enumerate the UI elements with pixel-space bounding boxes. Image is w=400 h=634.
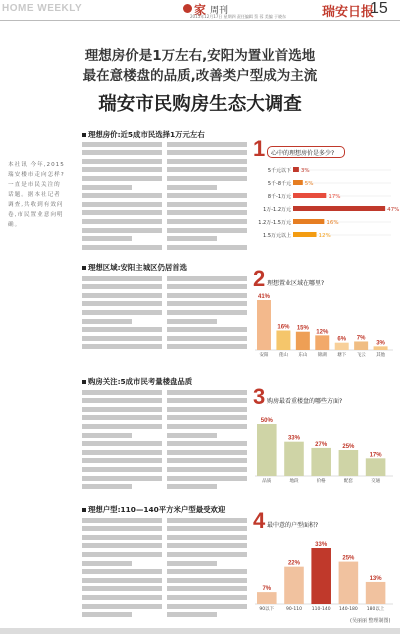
chart-bar — [339, 562, 359, 604]
chart1-bar — [293, 193, 326, 198]
chart-category-label: 锦湖 — [317, 353, 327, 358]
section-label: HOME WEEKLY — [2, 3, 83, 14]
text-line — [82, 458, 162, 463]
text-line — [82, 450, 162, 455]
chart1-value-label: 3% — [300, 168, 310, 174]
text-line — [167, 293, 247, 298]
text-line — [167, 407, 247, 412]
text-line — [167, 415, 247, 420]
chart1-category-label: 1.5万元以上 — [263, 233, 291, 239]
text-line — [82, 219, 162, 224]
text-line — [82, 595, 162, 600]
section-title-3: 购房关注:5成市民考量楼盘品质 — [82, 376, 192, 387]
chart-bar — [257, 592, 277, 604]
text-line — [167, 612, 217, 617]
chart1-category-label: 1万-1.2万元 — [263, 207, 291, 213]
article-body-4a — [82, 514, 162, 622]
text-line — [167, 458, 247, 463]
text-line — [82, 150, 162, 155]
chart-category-label: 莲山 — [278, 353, 288, 358]
text-line — [82, 543, 162, 548]
chart-number-4: 4 — [253, 508, 266, 533]
text-line — [82, 193, 162, 198]
text-line — [167, 578, 247, 583]
text-line — [82, 284, 162, 289]
chart1-value-label: 17% — [328, 194, 341, 200]
text-line — [82, 185, 132, 190]
chart-category-label: 价格 — [316, 479, 326, 484]
text-line — [167, 284, 247, 289]
chart-value-label: 7% — [356, 335, 366, 342]
text-line — [82, 604, 162, 609]
chart-bar — [354, 341, 368, 350]
chart-title-3: 购房最看重楼盘的哪些方面? — [267, 398, 343, 405]
text-line — [82, 526, 162, 531]
page-header — [0, 0, 400, 21]
chart-bar — [284, 567, 304, 604]
section-title-1: 理想房价:近5成市民选择1万元左右 — [82, 129, 205, 140]
text-line — [82, 176, 162, 181]
chart-value-label: 6% — [337, 336, 347, 343]
text-line — [82, 293, 162, 298]
chart-bar — [339, 450, 359, 476]
article-body-2a — [82, 272, 162, 354]
chart-bar — [315, 335, 329, 350]
chart-value-label: 7% — [262, 586, 272, 593]
chart-title-4: 最中意的户型面积? — [267, 522, 319, 529]
text-line — [82, 586, 162, 591]
chart-category-label: 90-110 — [286, 607, 302, 612]
chart-bar — [296, 332, 310, 350]
text-line — [82, 202, 162, 207]
text-line — [82, 612, 132, 617]
chart-value-label: 41% — [257, 294, 271, 300]
chart1-category-label: 8千-1万元 — [267, 194, 291, 200]
text-line — [167, 276, 247, 281]
text-line — [167, 586, 247, 591]
text-line — [82, 245, 162, 250]
text-line — [167, 319, 217, 324]
text-line — [82, 561, 132, 566]
text-line — [167, 210, 247, 215]
text-line — [167, 518, 247, 523]
text-line — [82, 276, 162, 281]
text-line — [82, 159, 162, 164]
chart1-category-label: 1.2万-1.5万元 — [258, 220, 291, 226]
text-line — [82, 484, 132, 489]
chart1-bar — [293, 219, 324, 224]
text-line — [82, 467, 162, 472]
chart1-bar — [293, 206, 385, 211]
text-line — [82, 390, 162, 395]
text-line — [167, 327, 247, 332]
chart-category-label: 飞云 — [356, 353, 366, 358]
text-line — [82, 476, 162, 481]
channel-name-2: 周刊 — [210, 6, 229, 16]
headline-line-2: 最在意楼盘的品质,改善类户型成为主流 — [82, 68, 318, 84]
chart-title-2: 理想置业区域在哪里? — [267, 280, 325, 287]
chart-value-label: 27% — [315, 441, 328, 448]
chart-value-label: 33% — [287, 435, 300, 442]
chart-category-label: 东山 — [298, 353, 308, 358]
chart1-bar — [293, 232, 317, 237]
text-line — [167, 484, 217, 489]
text-line — [82, 398, 162, 403]
chart-category-label: 地段 — [289, 479, 299, 484]
chart-category-label: 塘下 — [337, 353, 347, 358]
text-line — [167, 398, 247, 403]
section-title-4: 理想户型:110—140平方米户型最受欢迎 — [82, 504, 225, 515]
text-line — [167, 476, 247, 481]
text-line — [82, 433, 132, 438]
text-line — [167, 142, 247, 147]
chart-value-label: 17% — [369, 452, 382, 459]
article-body-3a — [82, 386, 162, 494]
text-line — [82, 228, 162, 233]
text-line — [82, 210, 162, 215]
chart-number-1: 1 — [253, 136, 266, 161]
text-line — [167, 424, 247, 429]
chart-number-3: 3 — [253, 384, 266, 409]
text-line — [167, 310, 247, 315]
chart-bar — [366, 458, 386, 476]
text-line — [167, 176, 247, 181]
text-line — [82, 236, 132, 241]
chart-concerns — [253, 386, 396, 486]
text-line — [167, 219, 247, 224]
text-line — [167, 301, 247, 306]
chart1-category-label: 5千元以下 — [267, 168, 291, 174]
text-line — [167, 543, 247, 548]
text-line — [82, 344, 162, 349]
text-line — [82, 167, 162, 172]
text-line — [82, 415, 162, 420]
chart-svg-4 — [253, 536, 396, 614]
chart-value-label: 25% — [342, 555, 355, 562]
chart-category-label: 配套 — [343, 479, 353, 484]
chart-bar — [284, 442, 304, 476]
chart-unit-size — [253, 510, 396, 614]
chart-number-2: 2 — [253, 266, 266, 291]
chart-svg-2 — [253, 292, 396, 358]
brand-dot-icon — [183, 4, 192, 13]
chart-value-label: 12% — [316, 329, 329, 336]
chart1-value-label: 47% — [387, 207, 400, 213]
chart-category-label: 安阳 — [259, 353, 269, 358]
text-line — [82, 424, 162, 429]
text-line — [167, 569, 247, 574]
date-line: 2015年12月17日 星期四 责任编辑 蔡 蓉 美编 于晓东 — [190, 14, 286, 19]
text-line — [167, 390, 247, 395]
chart-ideal-price — [253, 136, 400, 248]
chart-bar — [276, 330, 290, 350]
chart-bar — [335, 343, 349, 350]
text-line — [167, 336, 247, 341]
text-line — [82, 441, 162, 446]
chart-bar — [311, 448, 331, 476]
text-line — [167, 344, 247, 349]
chart-category-label: 180以上 — [366, 607, 385, 612]
page-number: 15 — [370, 0, 388, 17]
chart-svg-1 — [253, 162, 400, 248]
chart-bar — [366, 582, 386, 604]
text-line — [167, 604, 247, 609]
text-line — [167, 236, 217, 241]
article-body-1b — [167, 138, 247, 256]
chart-category-label: 其他 — [376, 353, 386, 358]
sidebar-text: 本社讯 今年,2015瑞安楼市走向怎样?一直是市民关注的话题。据本社记者调查,共收到有效问卷,市民置业意向明确。 — [8, 162, 65, 228]
chart-category-label: 交通 — [371, 479, 381, 484]
chart-caption: (吴丽丽 整理制图) — [350, 618, 391, 624]
chart-bar — [374, 346, 388, 350]
chart1-category-label: 5千-8千元 — [267, 181, 291, 187]
chart-value-label: 13% — [369, 575, 382, 582]
text-line — [167, 535, 247, 540]
text-line — [167, 595, 247, 600]
text-line — [82, 336, 162, 341]
chart-value-label: 25% — [342, 444, 355, 450]
chart-bar — [257, 424, 277, 476]
chart-value-label: 50% — [260, 418, 273, 424]
chart1-bar — [293, 180, 303, 185]
chart1-value-label: 5% — [304, 181, 314, 187]
text-line — [167, 228, 247, 233]
text-line — [82, 301, 162, 306]
text-line — [82, 578, 162, 583]
chart-value-label: 16% — [277, 324, 290, 331]
article-body-1a — [82, 138, 162, 256]
chart-svg-3 — [253, 412, 396, 486]
text-line — [167, 185, 217, 190]
chart-bar — [311, 548, 331, 604]
chart1-bar — [293, 167, 299, 172]
text-line — [167, 159, 247, 164]
text-line — [167, 526, 247, 531]
text-line — [82, 552, 162, 557]
text-line — [167, 552, 247, 557]
chart-category-label: 140-180 — [338, 607, 358, 612]
text-line — [167, 433, 217, 438]
text-line — [167, 150, 247, 155]
text-line — [167, 561, 217, 566]
bottom-strip — [0, 628, 400, 634]
chart-title-1: 心中的理想房价是多少? — [271, 150, 335, 157]
text-line — [167, 441, 247, 446]
text-line — [82, 142, 162, 147]
chart-value-label: 3% — [376, 340, 385, 347]
text-line — [167, 245, 247, 250]
chart-category-label: 90以下 — [259, 607, 275, 612]
text-line — [82, 518, 162, 523]
text-line — [82, 327, 162, 332]
text-line — [167, 450, 247, 455]
chart-ideal-area — [253, 268, 396, 358]
chart1-value-label: 16% — [326, 220, 339, 226]
text-line — [167, 467, 247, 472]
text-line — [167, 193, 247, 198]
section-title-2: 理想区域:安阳主城区仍居首选 — [82, 262, 187, 273]
article-body-3b — [167, 386, 247, 494]
text-line — [82, 569, 162, 574]
article-body-2b — [167, 272, 247, 354]
chart-value-label: 22% — [287, 560, 300, 567]
text-line — [167, 167, 247, 172]
text-line — [82, 407, 162, 412]
chart1-value-label: 12% — [318, 233, 331, 239]
chart-value-label: 15% — [296, 325, 309, 332]
headline-line-1: 理想房价是1万左右,安阳为置业首选地 — [84, 48, 316, 64]
sidebar-intro — [8, 160, 66, 390]
text-line — [82, 535, 162, 540]
channel-name: 家 — [194, 3, 207, 17]
chart-category-label: 品质 — [262, 479, 272, 484]
main-headline: 瑞安市民购房生态大调查 — [98, 94, 302, 115]
article-body-4b — [167, 514, 247, 622]
text-line — [82, 310, 162, 315]
chart-bar — [257, 300, 271, 350]
text-line — [82, 319, 132, 324]
chart-value-label: 33% — [315, 542, 328, 548]
newspaper-name: 瑞安日报 — [322, 5, 375, 20]
text-line — [167, 202, 247, 207]
chart-category-label: 110-140 — [311, 607, 331, 612]
